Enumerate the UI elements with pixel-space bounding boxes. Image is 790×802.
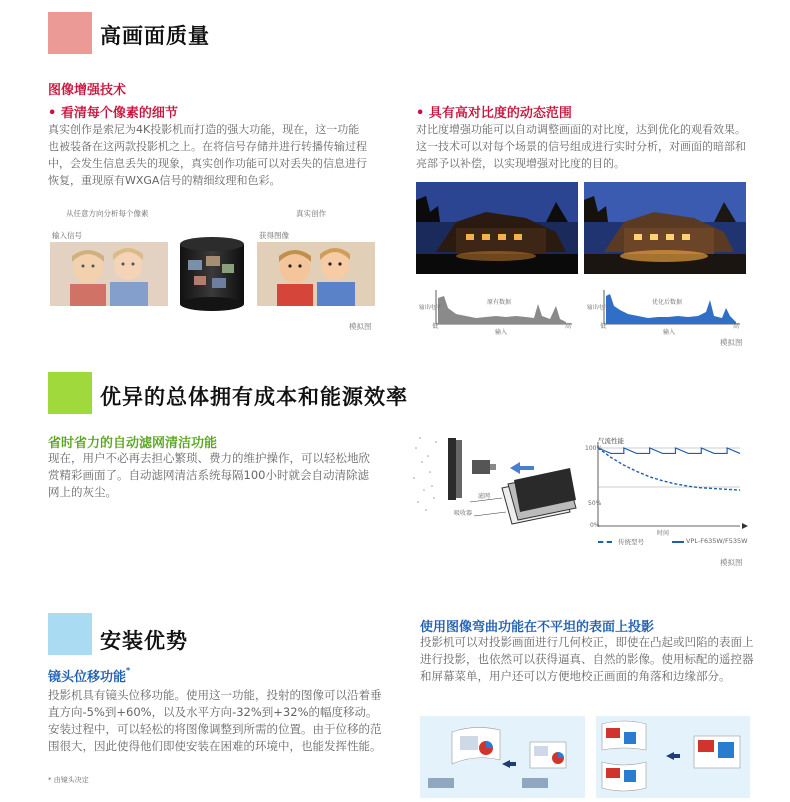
analysis-cylinder-graphic <box>178 236 246 312</box>
simulated-label-right: 模拟图 <box>720 338 743 347</box>
lens-shift-heading <box>48 666 130 685</box>
simulated-label-left: 模拟图 <box>349 322 372 331</box>
tick-50: 50% <box>588 500 602 507</box>
x-axis-arrow <box>742 523 748 529</box>
output-children-photo <box>257 242 375 306</box>
section3-color-square <box>48 613 92 655</box>
histogram-left-ylabel: 输出电平 <box>419 305 442 311</box>
legend-new: VPL-F635W/F535W <box>686 537 748 545</box>
chart-title: 气流性能 <box>598 437 624 445</box>
section3-title: 安装优势 <box>100 629 188 653</box>
caption-output: 获得图像 <box>259 231 289 240</box>
warping-illustration-right <box>596 716 750 798</box>
section2-body-text: 现在，用户不必再去担心繁琐、费力的维护操作，可以轻松地欣赏精彩画面了。自动滤网清洁系统每隔100小时就会自动清除滤网上的灰尘。 <box>48 451 370 499</box>
lens-shift-heading-mark: * <box>126 666 131 675</box>
section2-color-square <box>48 372 92 414</box>
tick-100: 100% <box>585 445 603 452</box>
section1-color-square <box>48 12 92 54</box>
tick-0: 0% <box>590 522 600 529</box>
caption-analyze: 从任意方向分析每个像素 <box>66 209 149 218</box>
left-body-text: 真实创作是索尼为4K投影机而打造的强大功能，现在，这一功能也被装备在这两款投影机之上。在将信号存储并进行转播传输过程中，会发生信息丢失的现象，真实创作功能可以对丢失的信息进行恢复，重现原有WXGA信号的精细纹理和色彩。 <box>48 123 367 187</box>
section1-title: 高画面质量 <box>100 24 210 48</box>
histogram-left-low: 低 <box>432 323 439 330</box>
airflow-plot <box>598 442 748 529</box>
right-body-text: 对比度增强功能可以自动调整画面的对比度，达到优化的观看效果。这一技术可以对每个场景的信号组成进行实时分析，对画面的暗部和亮部予以补偿，以实现增强对比度的目的。 <box>416 123 746 170</box>
caption-input: 输入信号 <box>52 231 82 240</box>
right-subheading: • 具有高对比度的动态范围 <box>416 106 572 121</box>
histogram-left-input: 输入 <box>495 329 508 336</box>
section2-subheading: 省时省力的自动滤网清洁功能 <box>48 436 218 451</box>
night-house-photo-before <box>416 182 578 274</box>
histogram-right-label: 优化后数据 <box>652 299 683 306</box>
left-subheading: • 看清每个像素的细节 <box>48 106 178 121</box>
legend-conventional-swatch <box>598 541 612 543</box>
lens-shift-body: 投影机具有镜头位移功能。使用这一功能，投射的图像可以沿着垂直方向-5%到+60%，以及水平方向-32%到+32%的幅度移动。安装过程中，可以轻松的将图像调整到所需的位置。由于位移的范围很大，因此使得他们即使安装在困难的环境中，也能发挥性能。 <box>48 688 382 753</box>
histogram-right-input: 输入 <box>663 329 676 336</box>
histogram-right-high: 高 <box>733 323 740 330</box>
section1-heading: 图像增强技术 <box>48 83 127 98</box>
caption-reality: 真实创作 <box>296 209 326 218</box>
filter-cleaning-illustration <box>410 428 580 538</box>
simulated-label-chart: 模拟图 <box>720 558 743 567</box>
warping-illustration-left <box>420 716 585 798</box>
footnote: * 由镜头决定 <box>48 776 89 784</box>
airflow-chart <box>580 432 760 550</box>
series-new-line <box>598 448 740 453</box>
legend-conventional: 传统型号 <box>618 538 644 546</box>
label-filter: 滤网 <box>478 493 491 500</box>
histogram-right-low: 低 <box>600 323 607 330</box>
series-conventional-line <box>598 448 740 490</box>
section2-title: 优异的总体拥有成本和能源效率 <box>100 385 408 409</box>
input-children-photo <box>50 242 168 306</box>
warping-heading: 使用图像弯曲功能在不平坦的表面上投影 <box>420 620 655 635</box>
lens-shift-heading-text: 镜头位移功能 <box>48 670 127 685</box>
legend-new-swatch <box>672 541 684 543</box>
warping-body: 投影机可以对投影画面进行几何校正，即使在凸起或凹陷的表面上进行投影，也依然可以获得逼真、自然的影像。使用标配的遥控器和屏幕菜单，用户还可以方便地校正画面的角落和边缘部分。 <box>420 635 754 683</box>
histogram-right-ylabel: 输出电平 <box>587 305 610 311</box>
time-label: 时间 <box>657 530 670 537</box>
histogram-left-high: 高 <box>565 323 572 330</box>
histogram-left-label: 原有数据 <box>487 299 512 306</box>
night-house-photo-after <box>584 182 746 274</box>
label-absorber: 吸收器 <box>454 510 473 517</box>
